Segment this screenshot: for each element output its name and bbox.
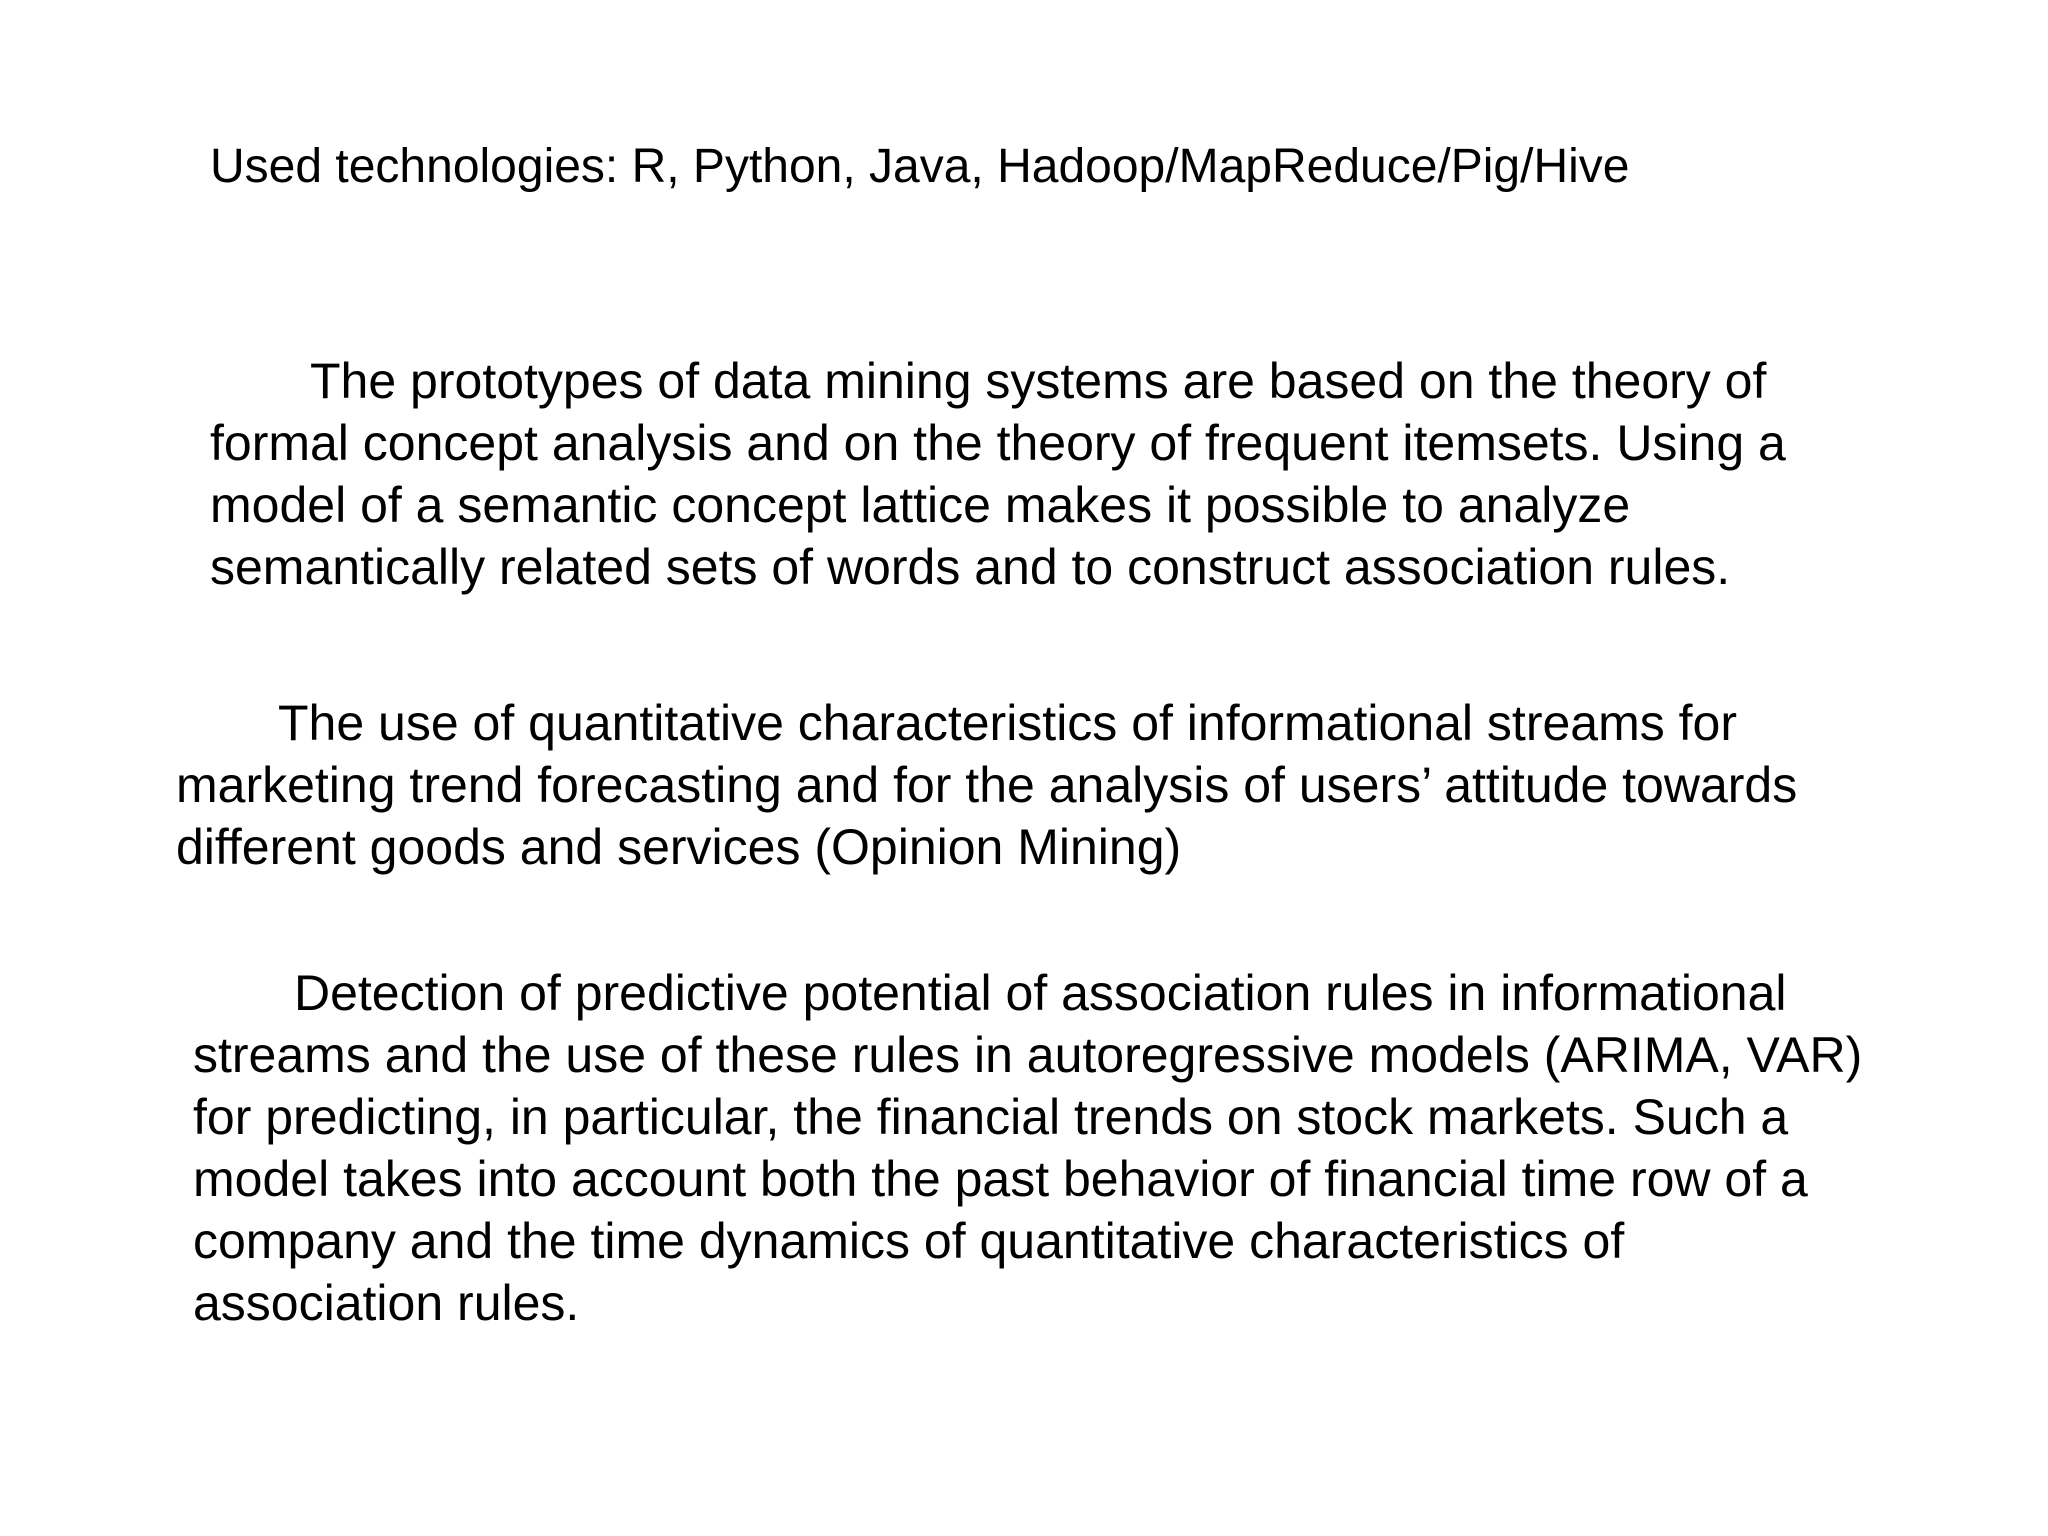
paragraph-line: company and the time dynamics of quantitative characteristics of [193,1213,1625,1269]
paragraph-line: model of a semantic concept lattice makes it possible to analyze [210,477,1631,533]
paragraph-line: streams and the use of these rules in autoregressive models (ARIMA, VAR) [193,1027,1863,1083]
paragraph-line: Detection of predictive potential of association rules in informational [294,965,1787,1021]
paragraph-line: model takes into account both the past behavior of financial time row of a [193,1151,1808,1207]
paragraph-line: marketing trend forecasting and for the analysis of users’ attitude towards [176,757,1798,813]
paragraph-line: different goods and services (Opinion Mining) [176,819,1182,875]
paragraph-line: for predicting, in particular, the financial trends on stock markets. Such a [193,1089,1789,1145]
paragraph-line: The prototypes of data mining systems are based on the theory of [310,353,1767,409]
paragraph-line: association rules. [193,1275,580,1331]
paragraph-line: formal concept analysis and on the theory of frequent itemsets. Using a [210,415,1786,471]
technologies-line: Used technologies: R, Python, Java, Hadoop/MapReduce/Pig/Hive [210,140,1630,193]
paragraph-line: semantically related sets of words and to construct association rules. [210,539,1731,595]
paragraph-line: The use of quantitative characteristics of informational streams for [278,695,1737,751]
